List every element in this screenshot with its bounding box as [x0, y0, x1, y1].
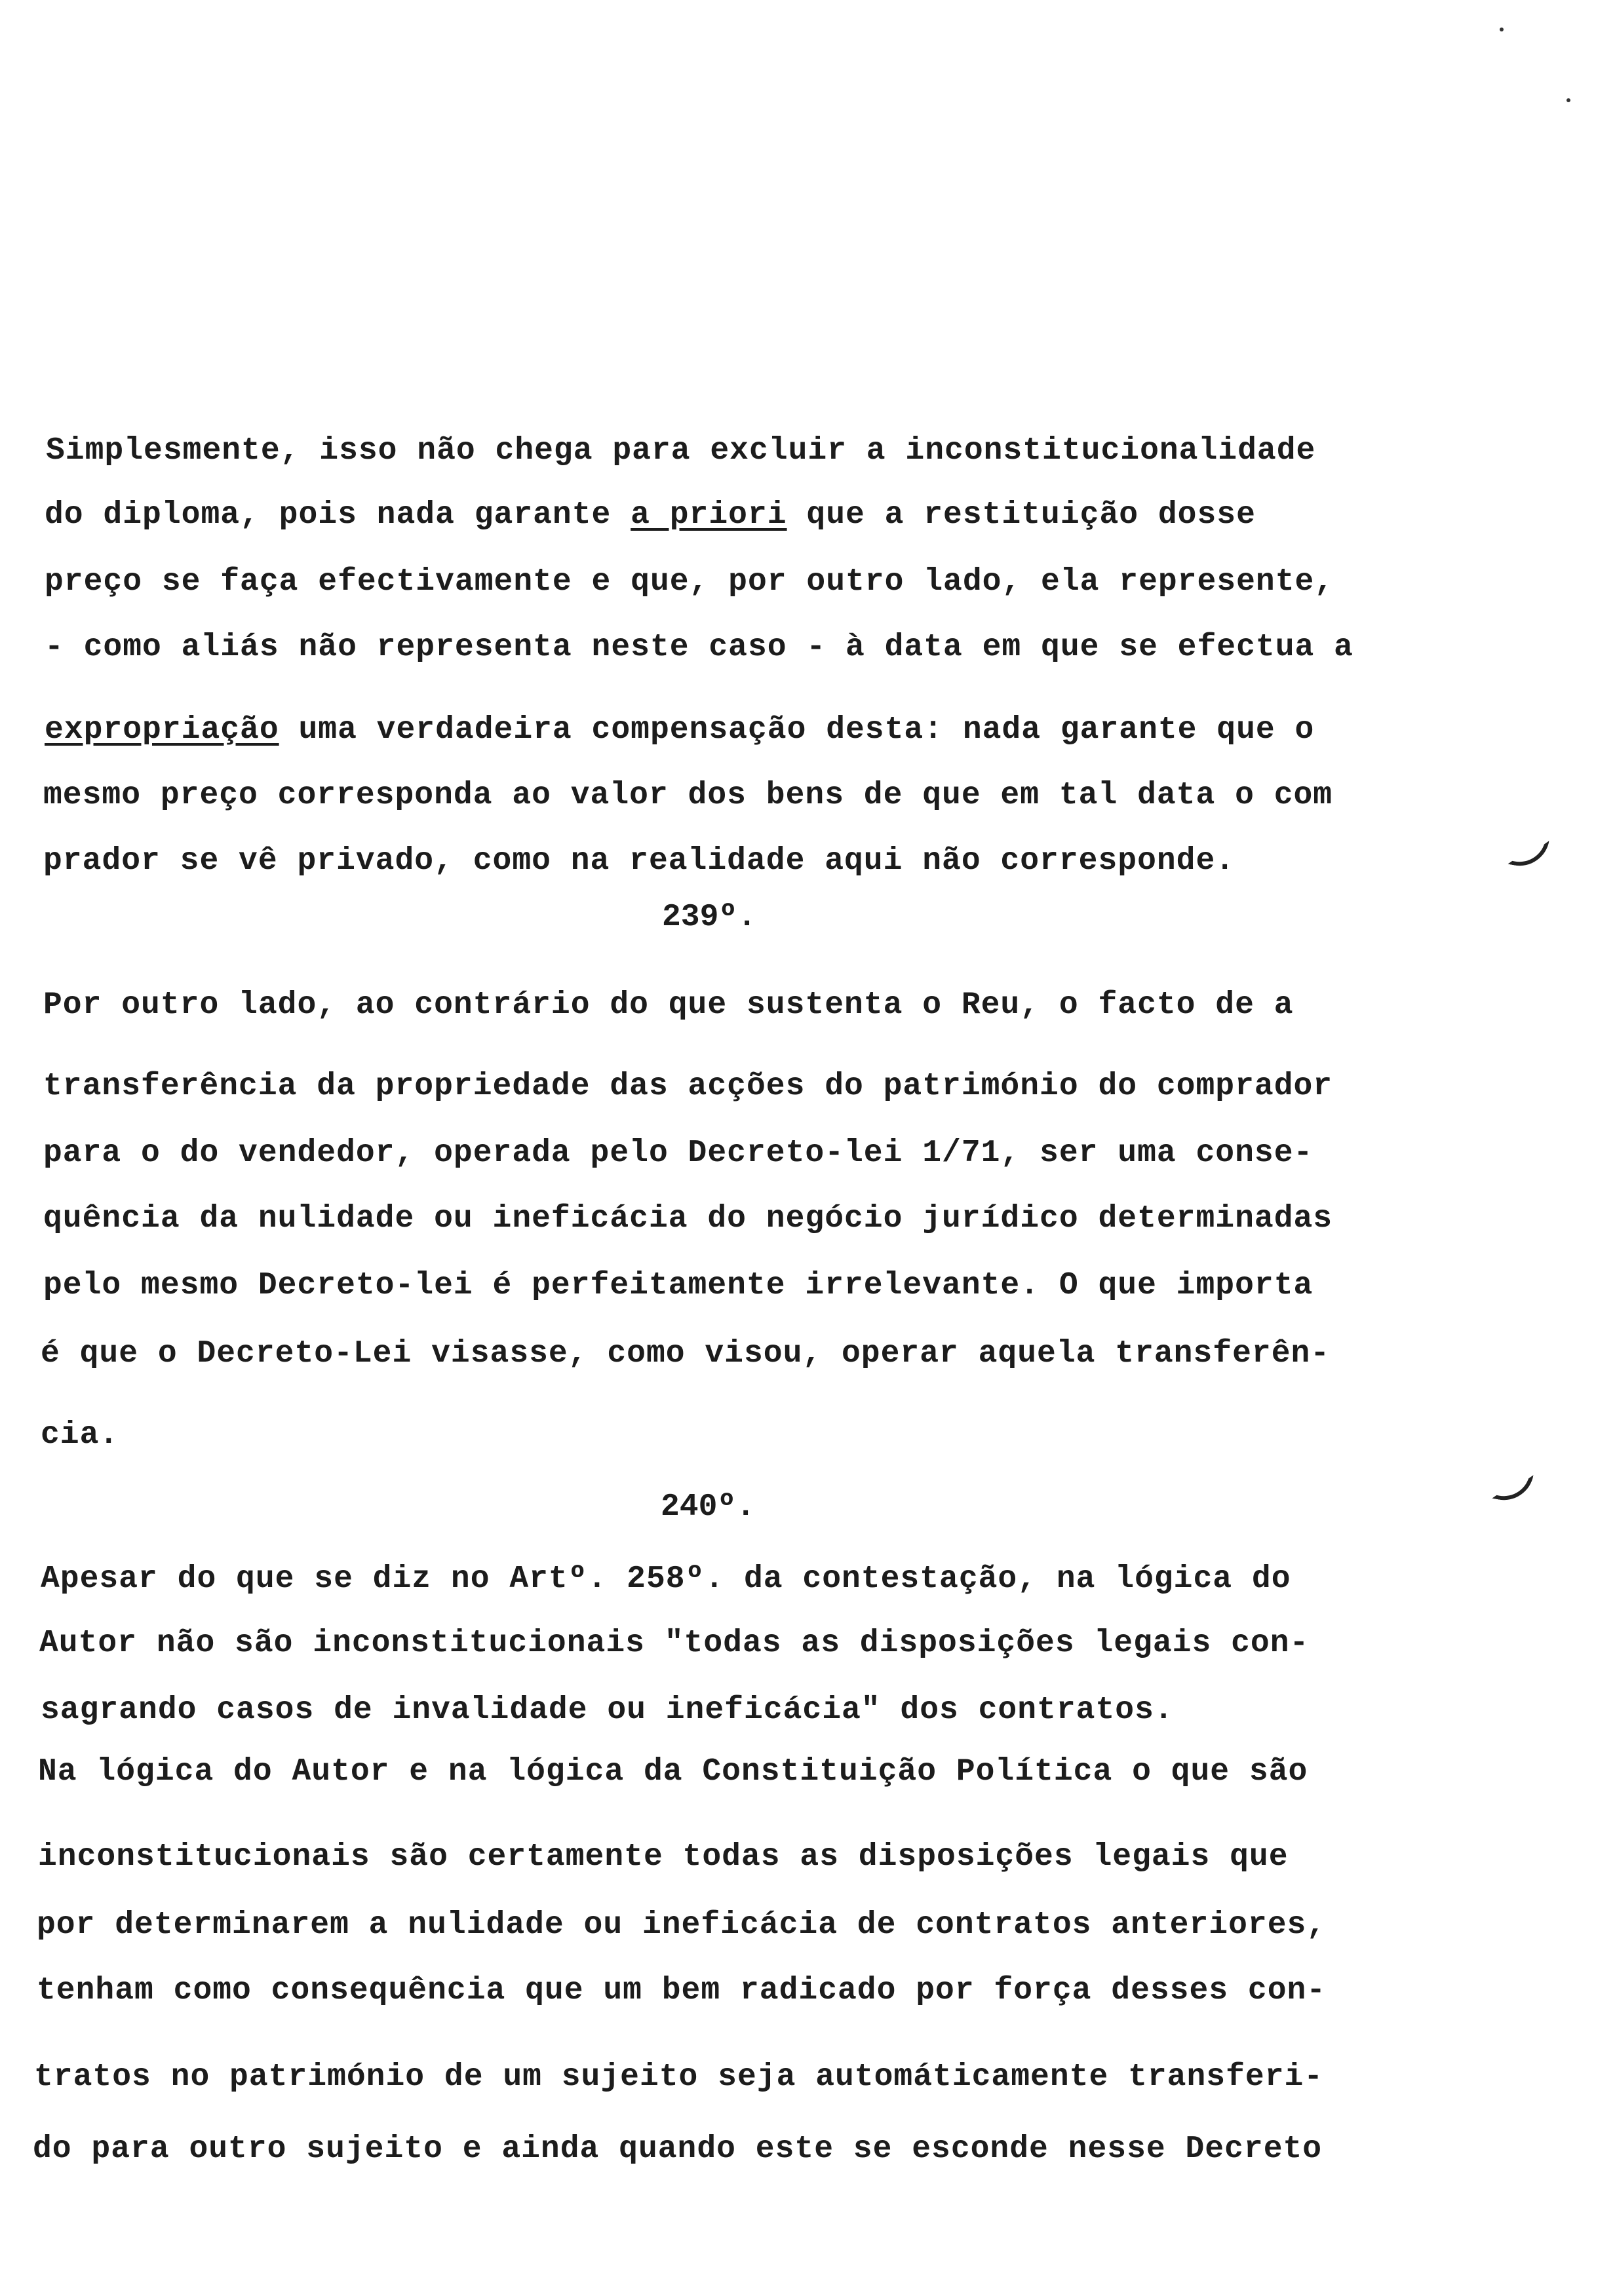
text-line: Por outro lado, ao contrário do que sustenta o Reu, o facto de a	[43, 987, 1294, 1023]
text-line: pelo mesmo Decreto-lei é perfeitamente irrelevante. O que importa	[43, 1268, 1313, 1303]
text-line: tratos no património de um sujeito seja automáticamente transferi-	[34, 2059, 1324, 2095]
text-line: - como aliás não representa neste caso - à data em que se efectua a	[45, 630, 1353, 665]
text-line: quência da nulidade ou ineficácia do negócio jurídico determinadas	[43, 1201, 1333, 1236]
text-line: é que o Decreto-Lei visasse, como visou, operar aquela transferên-	[41, 1336, 1331, 1371]
margin-check-mark	[1508, 834, 1549, 870]
margin-check-mark	[1492, 1468, 1533, 1504]
text-line: sagrando casos de invalidade ou ineficácia" dos contratos.	[41, 1693, 1174, 1728]
text-line: prador se vê privado, como na realidade aqui não corresponde.	[43, 843, 1236, 879]
scan-speck	[1500, 28, 1504, 31]
text-line: expropriação uma verdadeira compensação desta: nada garante que o	[45, 712, 1315, 748]
text-line: para o do vendedor, operada pelo Decreto-lei 1/71, ser uma conse-	[43, 1136, 1313, 1171]
text-line: do diploma, pois nada garante a priori que a restituição dosse	[45, 497, 1256, 533]
text-line: transferência da propriedade das acções do património do comprador	[43, 1069, 1333, 1104]
text-line: Autor não são inconstitucionais "todas as disposições legais con-	[39, 1626, 1310, 1661]
text-line: tenham como consequência que um bem radicado por força desses con-	[37, 1973, 1327, 2008]
article-number: 240º.	[661, 1489, 756, 1525]
text-line: preço se faça efectivamente e que, por outro lado, ela represente,	[45, 564, 1334, 600]
text-line: por determinarem a nulidade ou ineficácia de contratos anteriores,	[37, 1907, 1327, 1943]
text-line: cia.	[41, 1417, 119, 1453]
underlined-term: a priori	[631, 497, 787, 533]
scan-speck	[1566, 98, 1570, 102]
text-line: Apesar do que se diz no Artº. 258º. da contestação, na lógica do	[41, 1561, 1291, 1597]
article-number: 239º.	[662, 900, 757, 935]
text-line: do para outro sujeito e ainda quando este se esconde nesse Decreto	[33, 2132, 1323, 2167]
text-line: mesmo preço corresponda ao valor dos bens de que em tal data o com	[43, 778, 1333, 813]
text-line: inconstitucionais são certamente todas as disposições legais que	[38, 1839, 1289, 1875]
text-line: Simplesmente, isso não chega para excluir a inconstitucionalidade	[46, 433, 1316, 469]
underlined-term: expropriação	[45, 712, 279, 748]
text-line: Na lógica do Autor e na lógica da Constituição Política o que são	[38, 1754, 1308, 1789]
